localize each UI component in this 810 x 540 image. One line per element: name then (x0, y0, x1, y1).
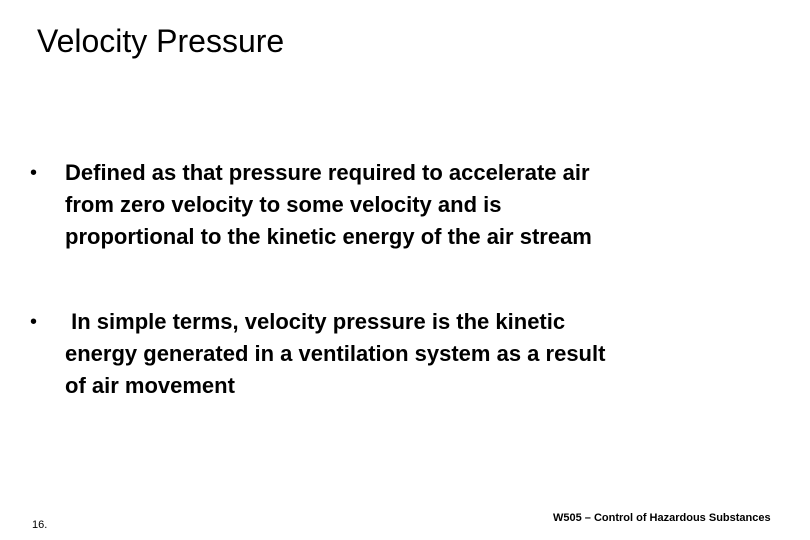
bullet-item-definition (30, 157, 760, 253)
bullet-item-simple-terms (30, 306, 760, 402)
bullet-text: In simple terms, velocity pressure is the kinetic energy generated in a ventilation system as a result of air movement (65, 309, 606, 398)
bullet-dot-icon: • (30, 311, 38, 333)
slide-number: 16. (32, 519, 48, 531)
bullet-text: Defined as that pressure required to accelerate air from zero velocity to some velocity and is proportional to the kinetic energy of the air stream (65, 160, 592, 249)
bullet-dot-icon: • (30, 162, 38, 184)
slide-title: Velocity Pressure (37, 23, 285, 59)
footer-course-title: W505 – Control of Hazardous Substances (553, 512, 771, 524)
